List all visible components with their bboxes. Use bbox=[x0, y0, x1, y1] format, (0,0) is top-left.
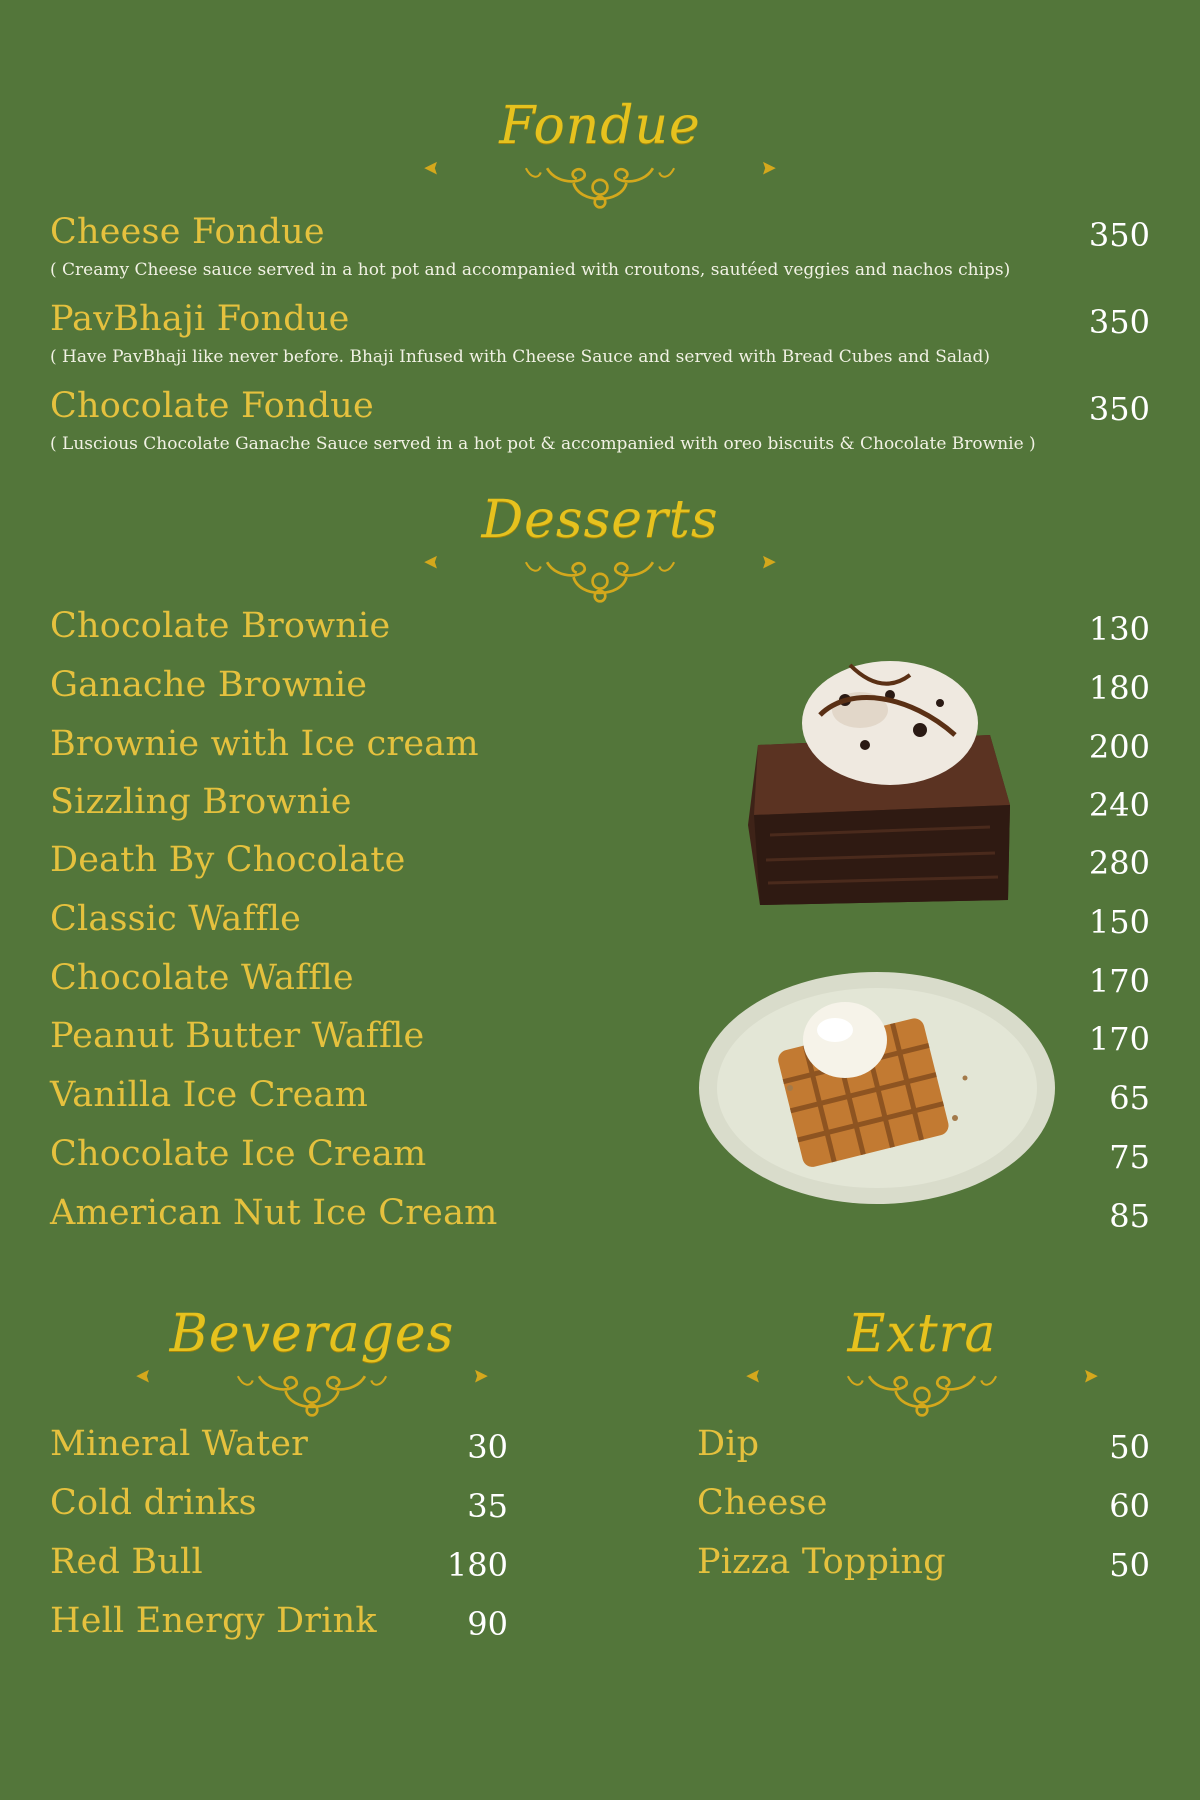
item-description: ( Have PavBhaji like never before. Bhaji Infused with Cheese Sauce and served with Bread Cubes and Salad) bbox=[50, 347, 991, 367]
fondue-flourish-ornament bbox=[420, 150, 780, 216]
item-price: 170 bbox=[1088, 1020, 1150, 1058]
item-price: 350 bbox=[1088, 303, 1150, 341]
item-name: Hell Energy Drink bbox=[50, 1601, 377, 1641]
item-price: 350 bbox=[1088, 390, 1150, 428]
beverage-item bbox=[50, 1483, 508, 1533]
beverage-item bbox=[50, 1542, 508, 1592]
item-name: Vanilla Ice Cream bbox=[50, 1075, 368, 1115]
item-name: PavBhaji Fondue bbox=[50, 299, 350, 339]
item-name: Chocolate Ice Cream bbox=[50, 1134, 427, 1174]
beverages-heading-title: Beverages bbox=[169, 1304, 455, 1364]
extra-flourish-ornament bbox=[742, 1358, 1102, 1424]
item-price: 35 bbox=[467, 1487, 508, 1525]
desserts-flourish-ornament bbox=[420, 544, 780, 610]
fondue-item bbox=[50, 212, 1150, 292]
item-name: Red Bull bbox=[50, 1542, 203, 1582]
fondue-heading-title: Fondue bbox=[499, 96, 701, 156]
beverage-item bbox=[50, 1424, 508, 1474]
beverages-flourish-ornament bbox=[132, 1358, 492, 1424]
item-price: 170 bbox=[1088, 962, 1150, 1000]
item-name: Cheese bbox=[697, 1483, 828, 1523]
item-price: 280 bbox=[1088, 844, 1150, 882]
item-name: Brownie with Ice cream bbox=[50, 724, 479, 764]
item-price: 60 bbox=[1109, 1487, 1150, 1525]
item-price: 85 bbox=[1109, 1197, 1150, 1235]
item-price: 50 bbox=[1109, 1428, 1150, 1466]
extra-item bbox=[697, 1542, 1150, 1592]
beverages-heading bbox=[132, 1300, 492, 1420]
item-price: 200 bbox=[1088, 728, 1150, 766]
item-name: American Nut Ice Cream bbox=[50, 1193, 498, 1233]
fondue-item bbox=[50, 386, 1150, 466]
waffle-with-ice-cream-image bbox=[695, 968, 1065, 1208]
item-price: 130 bbox=[1088, 610, 1150, 648]
item-description: ( Creamy Cheese sauce served in a hot pot and accompanied with croutons, sautéed veggies and nachos chips) bbox=[50, 260, 1011, 280]
item-name: Classic Waffle bbox=[50, 899, 302, 939]
beverage-item bbox=[50, 1601, 508, 1651]
item-price: 180 bbox=[1088, 669, 1150, 707]
desserts-heading-title: Desserts bbox=[481, 490, 719, 550]
extra-item bbox=[697, 1424, 1150, 1474]
fondue-heading bbox=[420, 92, 780, 212]
item-name: Ganache Brownie bbox=[50, 665, 368, 705]
item-price: 65 bbox=[1109, 1079, 1150, 1117]
item-price: 150 bbox=[1088, 903, 1150, 941]
item-name: Chocolate Waffle bbox=[50, 958, 354, 998]
item-name: Cold drinks bbox=[50, 1483, 257, 1523]
brownie-with-ice-cream-image bbox=[740, 655, 1020, 915]
item-name: Pizza Topping bbox=[697, 1542, 946, 1582]
item-name: Cheese Fondue bbox=[50, 212, 325, 252]
item-name: Death By Chocolate bbox=[50, 840, 406, 880]
item-name: Dip bbox=[697, 1424, 760, 1464]
item-name: Sizzling Brownie bbox=[50, 782, 352, 822]
item-name: Peanut Butter Waffle bbox=[50, 1016, 425, 1056]
extra-item bbox=[697, 1483, 1150, 1533]
item-name: Mineral Water bbox=[50, 1424, 309, 1464]
extra-heading-title: Extra bbox=[847, 1304, 997, 1364]
fondue-item bbox=[50, 299, 1150, 379]
item-price: 350 bbox=[1088, 216, 1150, 254]
item-price: 50 bbox=[1109, 1546, 1150, 1584]
item-price: 75 bbox=[1109, 1138, 1150, 1176]
item-price: 180 bbox=[446, 1546, 508, 1584]
item-name: Chocolate Fondue bbox=[50, 386, 374, 426]
item-price: 90 bbox=[467, 1605, 508, 1643]
item-price: 240 bbox=[1088, 786, 1150, 824]
desserts-heading bbox=[420, 486, 780, 606]
item-description: ( Luscious Chocolate Ganache Sauce served in a hot pot & accompanied with oreo biscuits & Chocolate Brownie ) bbox=[50, 434, 1036, 454]
dessert-item bbox=[50, 606, 1150, 656]
item-name: Chocolate Brownie bbox=[50, 606, 391, 646]
item-price: 30 bbox=[467, 1428, 508, 1466]
extra-heading bbox=[742, 1300, 1102, 1420]
